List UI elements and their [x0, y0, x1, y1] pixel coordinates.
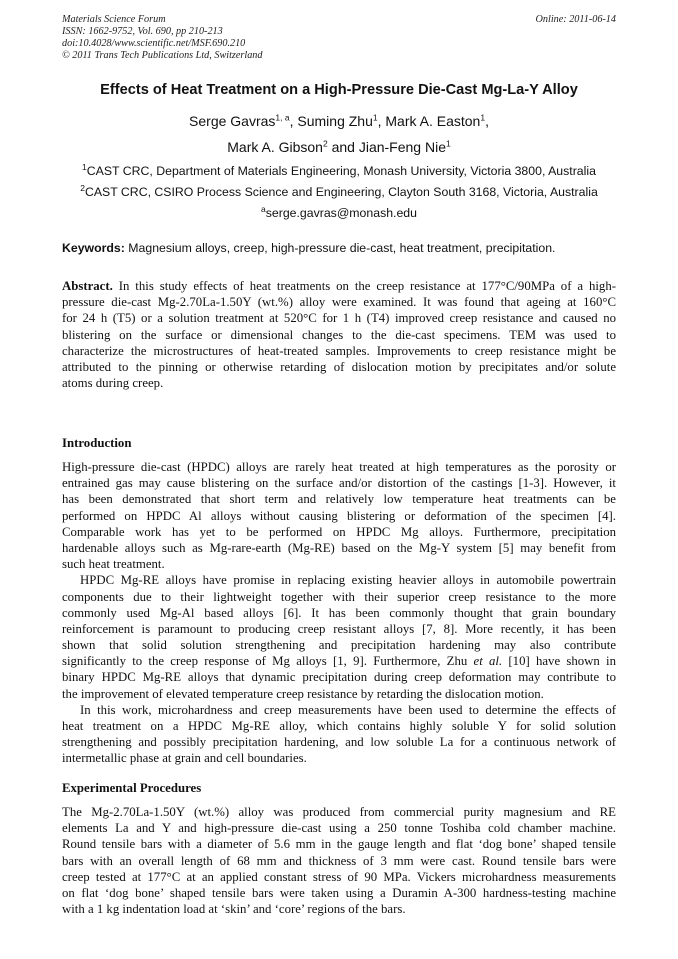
keywords — [62, 241, 622, 255]
paragraph-line: performed on HPDC Al alloys without causing blistering or deformation of the specimen [4]. — [62, 508, 616, 523]
abstract-line: blistering on the surface or dimensional changes to the die-cast specimens. TEM was used to — [62, 327, 616, 342]
paragraph-line: binary HPDC Mg-RE alloys that dynamic precipitation during creep deformation may contribute to — [62, 670, 616, 685]
author-name: Serge Gavras — [189, 113, 276, 129]
paragraph-line: heat treatment on a HPDC Mg-RE alloy, which contains highly soluble Y for solid solution — [62, 719, 616, 733]
email-link[interactable]: serge.gavras@monash.edu — [265, 206, 417, 220]
et-al: et al. — [473, 654, 503, 669]
abstract-line — [62, 278, 616, 294]
paragraph-line: reinforcement is paramount to producing creep resistant alloys [7, 8]. More recently, it has been — [62, 621, 616, 636]
contact-email — [40, 203, 638, 220]
paragraph-line: components due to their lightweight together with their superior creep resistance to the more — [62, 589, 616, 604]
abstract-text: In this study effects of heat treatments on the creep resistance at 177°C/90MPa of a high- — [112, 279, 616, 293]
keywords-label: Keywords: — [62, 241, 125, 255]
abstract — [62, 278, 616, 391]
copyright-line: © 2011 Trans Tech Publications Ltd, Switzerland — [62, 50, 263, 61]
email-sup: a — [261, 203, 266, 214]
paragraph-line: elements La and Y and high-pressure die-cast using a 250 tonne Toshiba cold chamber machine. — [62, 821, 616, 836]
paragraph-line: HPDC Mg-RE alloys have promise in replacing existing heavier alloys in automobile powertrain — [80, 573, 616, 588]
abstract-line: pressure die-cast Mg-2.70La-1.50Y (wt.%) alloy were examined. It was found that ageing at 160°C — [62, 295, 616, 310]
paper-title: Effects of Heat Treatment on a High-Pressure Die-Cast Mg-La-Y Alloy — [100, 82, 578, 98]
author-line-2 — [40, 139, 638, 155]
abstract-line: characterize the microstructures of heat-treated samples. Improvements to creep resistance might be — [62, 343, 616, 358]
online-date: Online: 2011-06-14 — [535, 14, 616, 25]
affiliation-sup: 2 — [80, 182, 85, 193]
paragraph-line: the improvement of elevated temperature creep resistance by retarding the dislocation motion. — [62, 686, 544, 701]
line-text: significantly to the creep response of Mg alloys [1, 9]. Furthermore, Zhu — [62, 654, 474, 669]
paragraph-line: strengthening and possibly precipitation hardening, and low soluble La for a continuous network of — [62, 735, 616, 750]
author-line-1 — [40, 113, 638, 129]
section-heading: Introduction — [62, 436, 132, 450]
affiliation-2 — [40, 182, 638, 199]
author-affil-sup: 1 — [372, 112, 378, 123]
affiliation-sup: 1 — [82, 161, 87, 172]
author-name: and Jian-Feng Nie — [327, 139, 446, 155]
affiliation-text: CAST CRC, Department of Materials Engineering, Monash University, Victoria 3800, Australia — [86, 164, 596, 178]
paragraph-line: hardenable alloys such as Mg-rare-earth (Mg-RE) based on the Mg-Y system [5] may benefit from — [62, 540, 616, 555]
author-affil-sup: 1 — [446, 138, 451, 149]
paragraph-line: commonly used Mg-Al based alloys [6]. It has been commonly thought that grain boundary — [62, 605, 616, 620]
author-name: , Mark A. Easton — [377, 113, 481, 129]
journal-name: Materials Science Forum — [62, 14, 166, 25]
paragraph-line: shown that solid solution strengthening and precipitation hardening may also contribute — [62, 638, 616, 653]
keywords-text: Magnesium alloys, creep, high-pressure die-cast, heat treatment, precipitation. — [124, 241, 556, 255]
abstract-label: Abstract. — [62, 279, 113, 293]
introduction-section — [62, 435, 616, 767]
author-affil-sup: 2 — [322, 138, 328, 149]
author-name: Mark A. Gibson — [227, 139, 323, 155]
abstract-line: for 24 h (T5) or a solution treatment at 520°C for 1 h (T4) improved creep resistance and caused no — [62, 311, 616, 326]
paragraph-line: High-pressure die-cast (HPDC) alloys are rarely heat treated at high temperatures as the porosity or — [62, 460, 616, 474]
paragraph-line: with a 1 kg indentation load at ‘skin’ and ‘core’ regions of the bars. — [62, 902, 406, 917]
paragraph-line: creep tested at 177°C at an applied constant stress of 90 MPa. Vickers microhardness measurements — [62, 869, 616, 884]
paragraph-line: bars with an overall length of 68 mm and thickness of 3 mm were cast. Round tensile bars were — [62, 853, 616, 868]
paragraph-line: intermetallic phase at grain and cell boundaries. — [62, 751, 307, 766]
paragraph-line: In this work, microhardness and creep measurements have been used to determine the effects of — [80, 702, 616, 717]
author-affil-sup: 1 — [480, 112, 486, 123]
abstract-line: atoms during creep. — [62, 376, 164, 391]
section-heading: Experimental Procedures — [62, 781, 202, 795]
paragraph-line: Round tensile bars with a diameter of 5.6 mm in the gauge length and flat ‘dog bone’ shaped tensile — [62, 837, 616, 852]
line-text: [10] have shown in — [502, 654, 616, 669]
paragraph-line: Comparable work has yet to be performed on HPDC Mg alloys. Furthermore, precipitation — [62, 524, 616, 539]
affiliation-text: CAST CRC, CSIRO Process Science and Engineering, Clayton South 3168, Victoria, Australia — [84, 185, 598, 199]
author-name: , Suming Zhu — [289, 113, 373, 129]
experimental-section — [62, 780, 616, 917]
paragraph-line — [62, 653, 616, 669]
paragraph-line: on flat ‘dog bone’ shaped tensile bars were taken using a Duramin A-300 hardness-testing machine — [62, 885, 616, 900]
issn-line: ISSN: 1662-9752, Vol. 690, pp 210-213 — [62, 26, 223, 37]
paragraph-line: such heat treatment. — [62, 557, 165, 572]
author-affil-sup: 1, a — [275, 112, 290, 123]
journal-header — [62, 14, 262, 62]
paragraph-line: entrained gas may cause blistering on the surface and/or distortion of the castings [1-3]. However, it — [62, 476, 616, 491]
doi-line: doi:10.4028/www.scientific.net/MSF.690.210 — [62, 38, 246, 49]
affiliation-1 — [40, 161, 638, 178]
author-separator: , — [485, 113, 489, 129]
paragraph-line: The Mg-2.70La-1.50Y (wt.%) alloy was produced from commercial purity magnesium and RE — [62, 805, 616, 819]
abstract-line: attributed to the pinning or otherwise retarding of dislocation motion by precipitates and/or solute — [62, 359, 616, 374]
paragraph-line: has been demonstrated that short term and relatively low temperature heat treatments can be — [62, 492, 616, 507]
